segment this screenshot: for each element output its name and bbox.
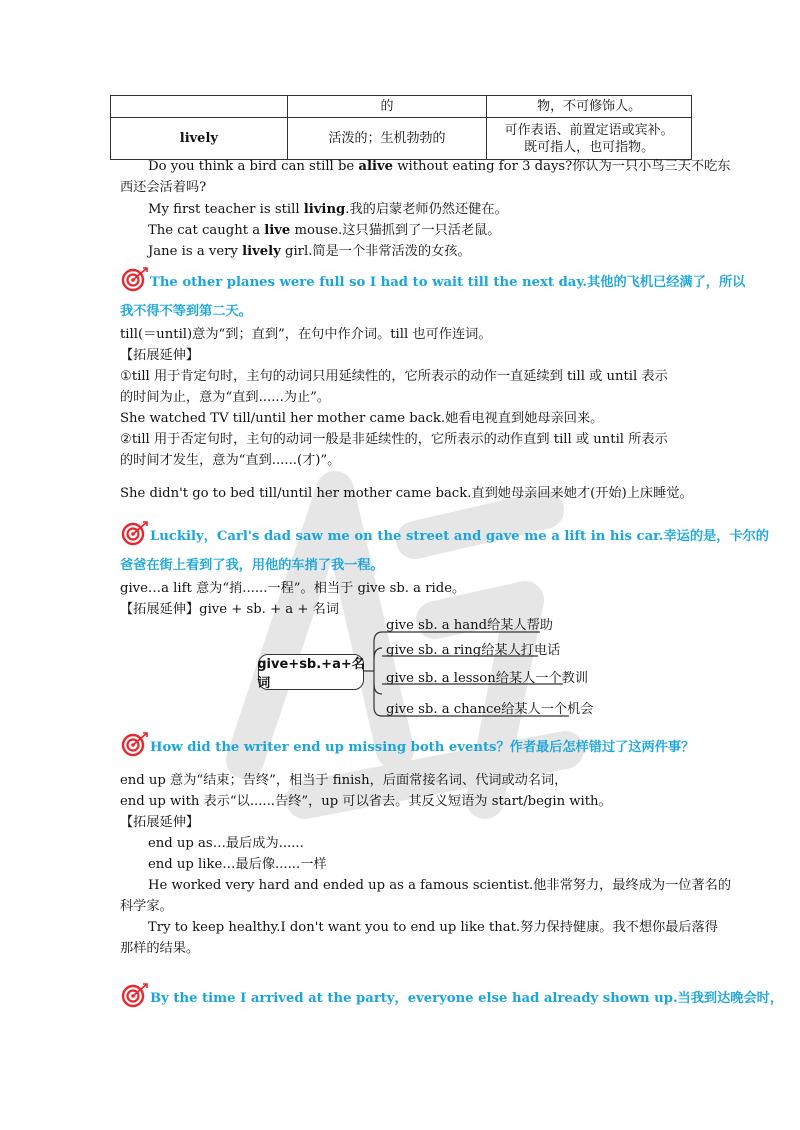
target-icon — [120, 520, 150, 546]
example-sentence: 西还会活着吗? — [120, 180, 207, 195]
table-cell-word: lively — [111, 118, 288, 160]
example-sentence: Try to keep healthy.I don't want you to end up like that.努力保持健康。我不想你最后落得 — [148, 920, 718, 935]
table-row — [111, 118, 692, 160]
example-sentence: The cat caught a live mouse.这只猫抓到了一只活老鼠。 — [148, 223, 501, 238]
extension-label: 【拓展延伸】 — [120, 348, 200, 363]
mind-map-branch: give sb. a ring给某人打电话 — [386, 643, 561, 658]
example-sentence: He worked very hard and ended up as a famous scientist.他非常努力，最终成为一位著名的 — [148, 878, 732, 893]
table-cell-usage: 物，不可修饰人。 — [487, 96, 692, 118]
paragraph-line: 的时间才发生，意为“直到......(才)”。 — [120, 453, 341, 468]
target-icon — [120, 731, 150, 757]
definition-text: give…a lift 意为“捎......一程”。相当于 give sb. a ride。 — [120, 581, 466, 596]
mind-map — [257, 612, 594, 722]
extension-label: 【拓展延伸】 — [120, 815, 200, 830]
heading-continuation: 我不得不等到第二天。 — [120, 304, 252, 319]
definition-text: end up with 表示“以......告终”，up 可以省去。其反义短语为 start/begin with。 — [120, 794, 612, 809]
example-sentence: She didn't go to bed till/until her mother came back.直到她母亲回来她才(开始)上床睡觉。 — [120, 486, 693, 501]
extension-label: 【拓展延伸】give + sb. + a + 名词 — [120, 602, 339, 617]
heading-text: How did the writer end up missing both events？作者最后怎样错过了这两件事？ — [150, 740, 695, 755]
mind-map-branch: give sb. a chance给某人一个机会 — [386, 702, 594, 717]
mind-map-center-node: give+sb.+a+名词 — [258, 654, 364, 690]
example-sentence: 那样的结果。 — [120, 941, 200, 956]
paragraph-line: ①till 用于肯定句时，主句的动词只用延续性的，它所表示的动作一直延续到 till 或 until 表示 — [120, 369, 668, 384]
paragraph-line: ②till 用于否定句时，主句的动词一般是非延续性的，它所表示的动作直到 till 或 until 所表示 — [120, 432, 668, 447]
table-row — [111, 96, 692, 118]
target-icon — [120, 982, 150, 1008]
example-sentence: 科学家。 — [120, 899, 173, 914]
table-cell-meaning: 的 — [287, 96, 487, 118]
paragraph-line: 的时间为止，意为“直到......为止”。 — [120, 390, 331, 405]
mind-map-branch: give sb. a hand给某人帮助 — [386, 618, 553, 633]
mind-map-branch: give sb. a lesson给某人一个教训 — [386, 671, 589, 686]
heading-text: The other planes were full so I had to wait till the next day.其他的飞机已经满了，所以 — [150, 275, 746, 290]
heading-text: Luckily，Carl's dad saw me on the street and gave me a lift in his car.幸运的是，卡尔的 — [150, 529, 769, 544]
table-cell-meaning: 活泼的；生机勃勃的 — [287, 118, 487, 160]
heading-text: By the time I arrived at the party，everyone else had already shown up.当我到达晚会时， — [150, 991, 784, 1006]
table-cell-usage — [487, 118, 692, 160]
example-sentence: My first teacher is still living.我的启蒙老师仍然还健在。 — [148, 202, 508, 217]
table-cell-word — [111, 96, 288, 118]
usage-line: 可作表语、前置定语或宾补。 — [504, 122, 674, 138]
definition-text: till(＝until)意为“到；直到”，在句中作介词。till 也可作连词。 — [120, 327, 492, 342]
definition-text: end up 意为“结束；告终”，相当于 finish，后面常接名词、代词或动名词， — [120, 773, 568, 788]
example-sentence: She watched TV till/until her mother came back.她看电视直到她母亲回来。 — [120, 411, 604, 426]
target-icon — [120, 266, 150, 292]
phrase-item: end up like…最后像......一样 — [148, 857, 327, 872]
usage-line: 既可指人，也可指物。 — [524, 139, 655, 155]
example-sentence: Do you think a bird can still be alive without eating for 3 days?你认为一只小鸟三天不吃东 — [148, 159, 731, 174]
heading-continuation: 爸爸在街上看到了我，用他的车捎了我一程。 — [120, 558, 384, 573]
phrase-item: end up as…最后成为...... — [148, 836, 304, 851]
vocabulary-table — [110, 95, 692, 160]
example-sentence: Jane is a very lively girl.简是一个非常活泼的女孩。 — [148, 244, 471, 259]
